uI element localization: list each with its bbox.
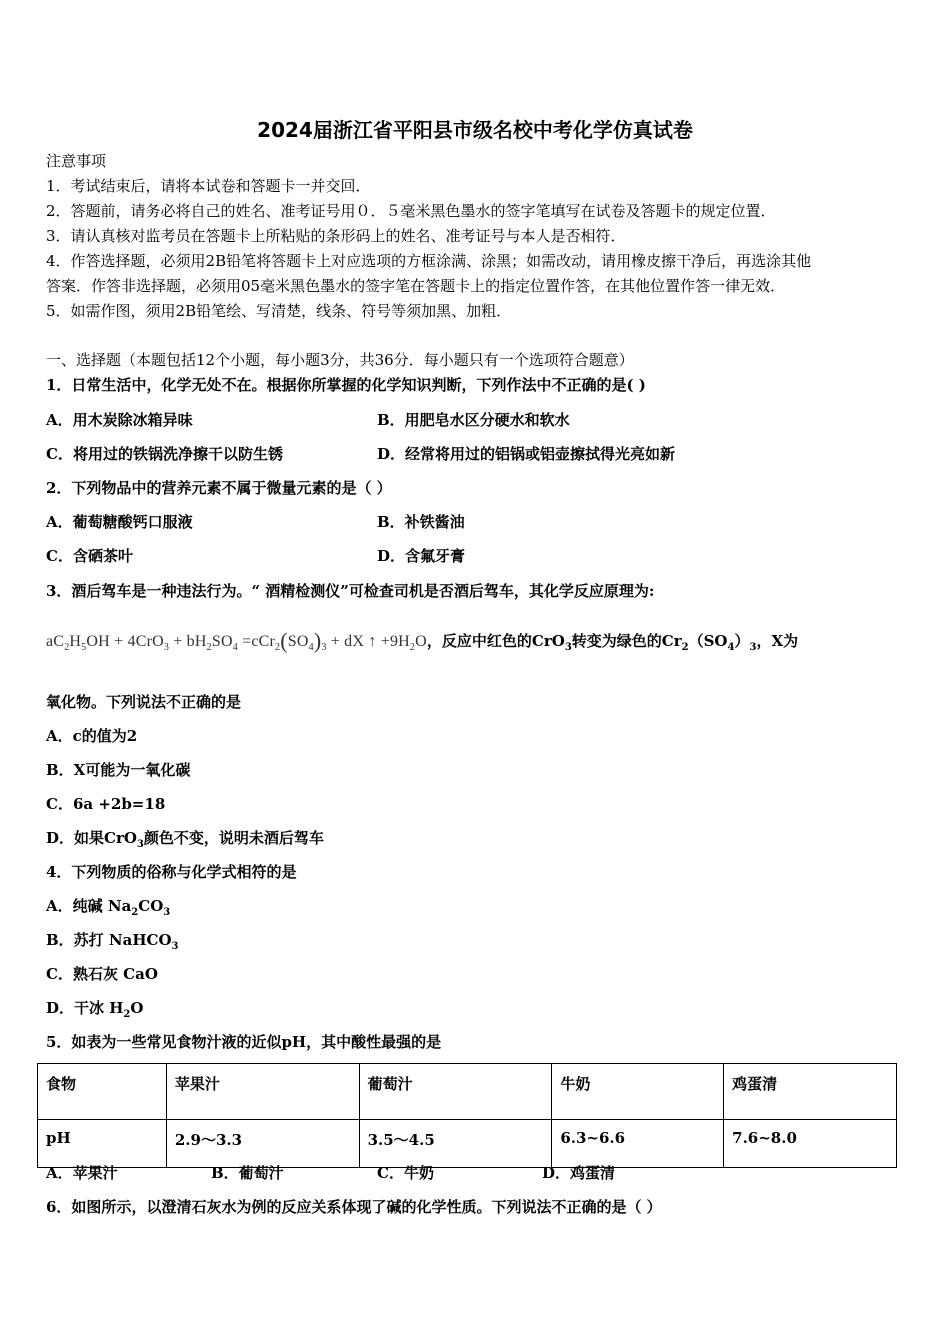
table-cell: 7.6~8.0 <box>724 1120 897 1168</box>
q5-option-b: B．葡萄汁 <box>211 1164 284 1182</box>
q2-option-a: A．葡萄糖酸钙口服液 <box>46 513 193 531</box>
table-cell: pH <box>38 1120 167 1168</box>
q4-stem: 4．下列物质的俗称与化学式相符的是 <box>46 863 297 881</box>
q2-option-c: C．含硒茶叶 <box>46 547 133 565</box>
notice-item-5: 5．如需作图，须用2B铅笔绘、写清楚，线条、符号等须加黑、加粗． <box>46 302 512 320</box>
q3-equation-tail: ，反应中红色的CrO$_3$转变为绿色的$Cr_2(SO_4)_3$，X为 <box>426 632 799 653</box>
q5-option-d: D．鸡蛋清 <box>542 1164 616 1182</box>
table-cell: 食物 <box>38 1064 167 1120</box>
table-cell: 2.9～3.3 <box>166 1120 359 1168</box>
notice-heading: 注意事项 <box>46 152 107 170</box>
table-cell: 牛奶 <box>552 1064 724 1120</box>
q1-option-c: C．将用过的铁锅洗净擦干以防生锈 <box>46 445 283 463</box>
notice-item-4: 4．作答选择题，必须用2B铅笔将答题卡上对应选项的方框涂满、涂黑；如需改动，请用橡皮擦干净后，再选涂其他 <box>46 252 812 270</box>
ph-table <box>37 1063 897 1168</box>
q3-option-c: C．6a +2b=18 <box>46 795 166 813</box>
notice-item-2: 2．答题前，请务必将自己的姓名、准考证号用０．５毫米黑色墨水的签字笔填写在试卷及答题卡的规定位置． <box>46 202 776 220</box>
notice-item-3: 3．请认真核对监考员在答题卡上所粘贴的条形码上的姓名、准考证号与本人是否相符． <box>46 227 626 245</box>
q6-stem: 6．如图所示，以澄清石灰水为例的反应关系体现了碱的化学性质。下列说法不正确的是（ ） <box>46 1198 662 1216</box>
q4-option-a: A．纯碱 $Na_2CO_3$ <box>46 897 171 918</box>
table-cell: 苹果汁 <box>166 1064 359 1120</box>
notice-item-4-cont: 答案．作答非选择题，必须用05毫米黑色墨水的签字笔在答题卡上的指定位置作答，在其他位置作答一律无效． <box>46 277 786 295</box>
table-cell: 葡萄汁 <box>359 1064 552 1120</box>
q2-option-d: D．含氟牙膏 <box>377 547 466 565</box>
page-title: 2024届浙江省平阳县市级名校中考化学仿真试卷 <box>257 118 693 142</box>
q4-option-c: C．熟石灰 CaO <box>46 965 158 983</box>
q5-stem: 5．如表为一些常见食物汁液的近似pH，其中酸性最强的是 <box>46 1033 442 1051</box>
q1-option-d: D．经常将用过的铝锅或铝壶擦拭得光亮如新 <box>377 445 676 463</box>
table-header-row <box>38 1064 897 1120</box>
section-heading: 一、选择题（本题包括12个小题，每小题3分，共36分．每小题只有一个选项符合题意） <box>46 351 634 369</box>
q4-option-b: B．苏打 NaHCO$_3$ <box>46 931 179 952</box>
q4-option-d: D．干冰 $H_2O$ <box>46 999 144 1020</box>
table-row <box>38 1120 897 1168</box>
table-cell: 鸡蛋清 <box>724 1064 897 1120</box>
q3-stem: 3．酒后驾车是一种违法行为。“ 酒精检测仪”可检查司机是否酒后驾车，其化学反应原理为: <box>46 582 655 600</box>
q3-stem-cont: 氧化物。下列说法不正确的是 <box>46 693 242 711</box>
q3-option-a: A．c的值为2 <box>46 727 138 745</box>
table-cell: 6.3~6.6 <box>552 1120 724 1168</box>
q2-stem: 2．下列物品中的营养元素不属于微量元素的是（ ） <box>46 479 392 497</box>
chemical-equation: $aC_2H_5OH + 4CrO_3 + bH_2SO_4 =cCr_2(SO_4)_3$ + dX ↑ $+9H_2O$ <box>46 628 427 654</box>
q5-option-a: A．苹果汁 <box>46 1164 118 1182</box>
q1-option-a: A．用木炭除冰箱异味 <box>46 411 193 429</box>
q3-equation-row <box>46 628 798 662</box>
q3-option-d: D．如果CrO$_3$颜色不变，说明未酒后驾车 <box>46 829 324 850</box>
q2-option-b: B．补铁酱油 <box>377 513 465 531</box>
table-cell: 3.5～4.5 <box>359 1120 552 1168</box>
q3-option-b: B．X可能为一氧化碳 <box>46 761 191 779</box>
q1-stem: 1．日常生活中，化学无处不在。根据你所掌握的化学知识判断，下列作法中不正确的是( ) <box>46 376 646 394</box>
q1-option-b: B．用肥皂水区分硬水和软水 <box>377 411 570 429</box>
q5-option-c: C．牛奶 <box>377 1164 434 1182</box>
notice-item-1: 1．考试结束后，请将本试卷和答题卡一并交回． <box>46 177 371 195</box>
